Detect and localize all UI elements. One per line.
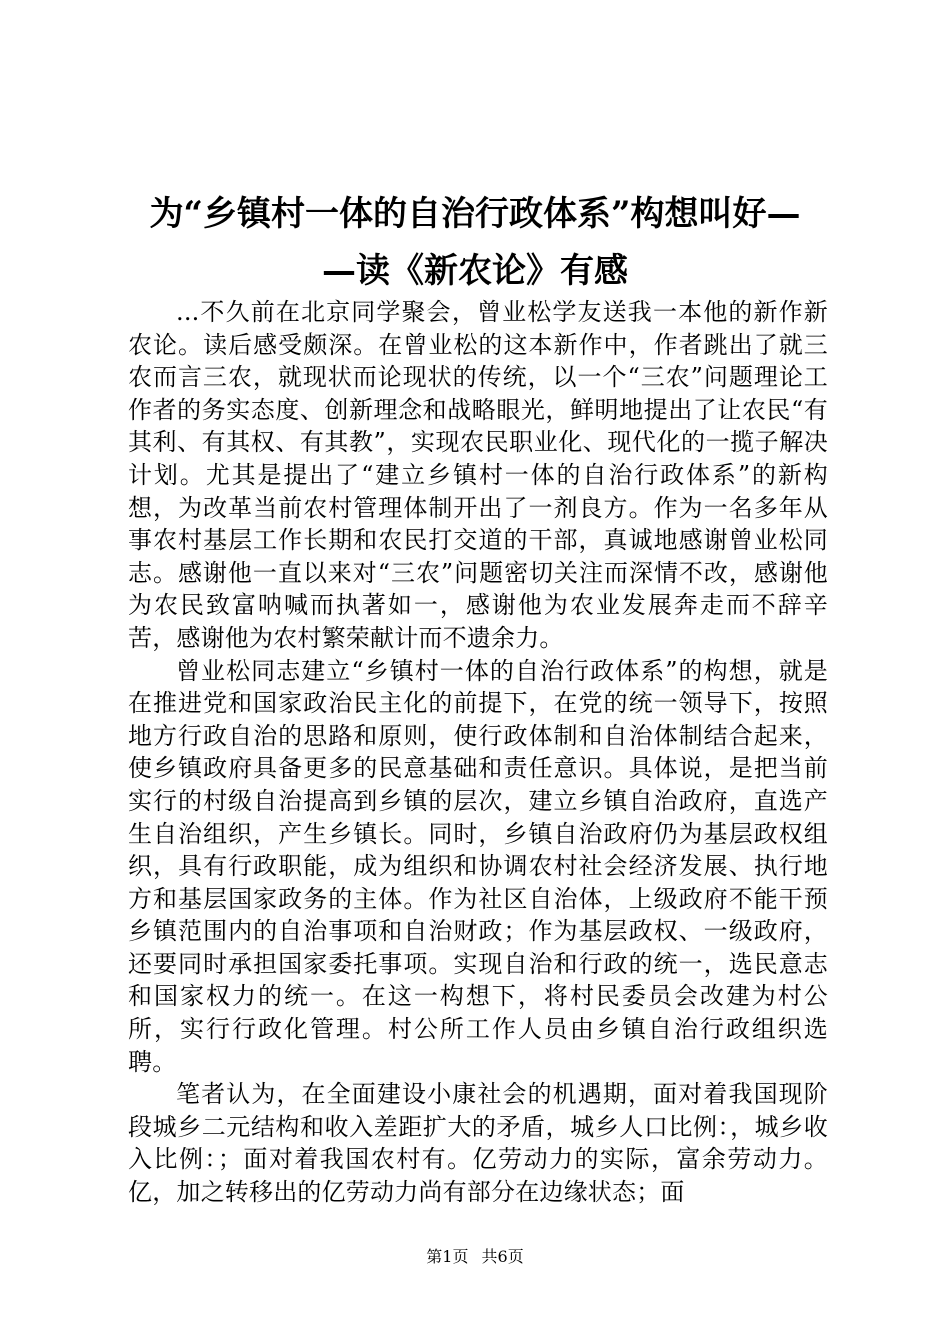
- page-total: 共6页: [481, 1247, 524, 1266]
- paragraph-2: 曾业松同志建立“乡镇村一体的自治行政体系”的构想，就是在推进党和国家政治民主化的前提下，在党的统一领导下，按照地方行政自治的思路和原则，使行政体制和自治体制结合起来，使乡镇政府具备更多的民意基础和责任意识。具体说，是把当前实行的村级自治提高到乡镇的层次，建立乡镇自治政府，直选产生自治组织，产生乡镇长。同时，乡镇自治政府仍为基层政权组织，具有行政职能，成为组织和协调农村社会经济发展、执行地方和基层国家政务的主体。作为社区自治体，上级政府不能干预乡镇范围内的自治事项和自治财政；作为基层政权、一级政府，还要同时承担国家委托事项。实现自治和行政的统一，选民意志和国家权力的统一。在这一构想下，将村民委员会改建为村公所，实行行政化管理。村公所工作人员由乡镇自治行政组织选聘。: [128, 656, 828, 1076]
- document-title-line-2: —读《新农论》有感: [322, 251, 628, 291]
- document-title-line-1: 为“乡镇村一体的自治行政体系”构想叫好—: [149, 194, 801, 234]
- paragraph-3: 笔者认为，在全面建设小康社会的机遇期，面对着我国现阶段城乡二元结构和收入差距扩大的矛盾，城乡人口比例：，城乡收入比例：；面对着我国农村有。亿劳动力的实际，富余劳动力。亿，加之转移出的亿劳动力尚有部分在边缘状态；面: [128, 1080, 828, 1207]
- paragraph-1: ...不久前在北京同学聚会，曾业松学友送我一本他的新作新农论。读后感受颇深。在曾业松的这本新作中，作者跳出了就三农而言三农，就现状而论现状的传统，以一个“三农”问题理论工作者的务实态度、创新理念和战略眼光，鲜明地提出了让农民“有其利、有其权、有其教”，实现农民职业化、现代化的一揽子解决计划。尤其是提出了“建立乡镇村一体的自治行政体系”的新构想，为改革当前农村管理体制开出了一剂良方。作为一名多年从事农村基层工作长期和农民打交道的干部，真诚地感谢曾业松同志。感谢他一直以来对“三农”问题密切关注而深情不改，感谢他为农民致富呐喊而执著如一，感谢他为农业发展奔走而不辞辛苦，感谢他为农村繁荣献计而不遗余力。: [128, 298, 828, 652]
- page-number: 第1页: [426, 1247, 469, 1266]
- page-footer: [0, 1244, 950, 1267]
- document-body: [128, 296, 828, 1209]
